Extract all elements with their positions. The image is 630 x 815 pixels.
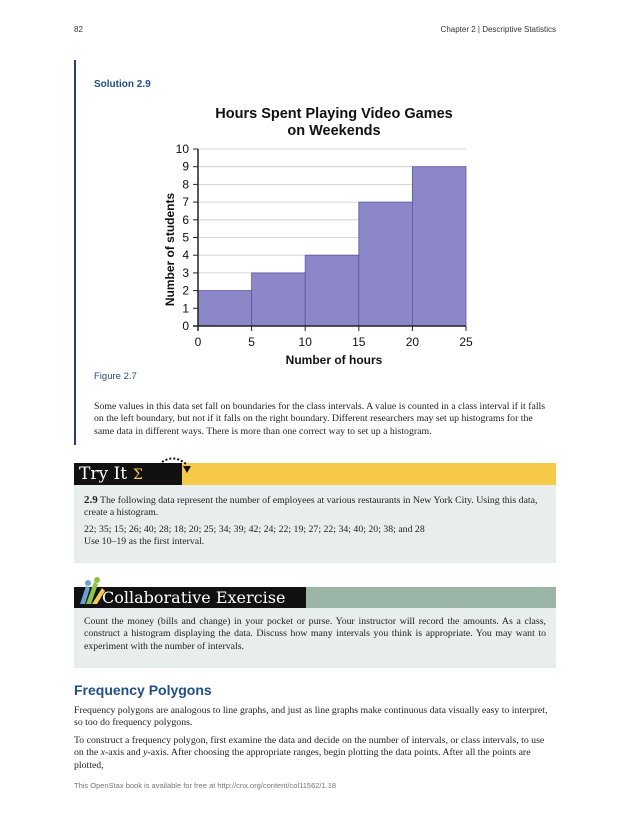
y-tick-label: 10 [175, 142, 189, 156]
sigma-icon: Σ [133, 467, 143, 483]
histogram-bar [412, 167, 466, 326]
x-tick-label: 10 [298, 335, 312, 349]
paragraph-2 [74, 735, 556, 772]
x-tick-label: 15 [352, 335, 366, 349]
dotted-arrow-icon [160, 456, 196, 478]
y-tick-label: 2 [182, 283, 189, 298]
histogram-bar [252, 273, 306, 326]
y-tick-label: 0 [182, 319, 189, 333]
page-number: 82 [74, 25, 83, 34]
hands-icon [76, 574, 106, 606]
x-tick-label: 0 [194, 335, 202, 349]
y-var: y [143, 747, 148, 759]
chart-title-line: Hours Spent Playing Video Games [215, 106, 453, 122]
x-var: x [100, 747, 106, 759]
chart-title-line: on Weekends [287, 123, 381, 139]
try-it-question [84, 494, 544, 520]
histogram-bar [359, 202, 413, 326]
question-text: The following data represent the number of employees at various restaurants in New York City. Using this data, create a histogram. [84, 495, 538, 519]
x-axis-label: Number of hours [285, 353, 383, 367]
instruction: Use 10–19 as the first interval. [84, 536, 205, 548]
x-tick-label: 20 [405, 335, 420, 349]
chapter-title: Chapter 2 | Descriptive Statistics [440, 25, 556, 34]
figure-label: Figure 2.7 [94, 371, 137, 382]
histogram-bar [198, 291, 252, 326]
footer-note: This OpenStax book is available for free at http://cnx.org/content/col11562/1.18 [74, 781, 337, 790]
p2-part-a: To construct a frequency polygon, first examine the data and decide on the number of intervals, or class intervals, to use on the [74, 735, 545, 759]
y-tick-label: 7 [182, 195, 189, 210]
section-heading: Frequency Polygons [74, 682, 212, 698]
try-it-label-text: Try It [79, 464, 128, 484]
histogram-bar [305, 255, 359, 326]
solution-title: Solution 2.9 [94, 79, 151, 90]
y-axis-label: Number of students [163, 192, 177, 307]
p2-part-b: -axis and [105, 747, 144, 759]
y-tick-label: 8 [182, 177, 189, 192]
try-it-content [84, 494, 544, 549]
data-line: 22; 35; 15; 26; 40; 28; 18; 20; 25; 34; 39; 42; 24; 22; 19; 27; 22; 34; 40; 20; 38; and 28 [84, 523, 425, 535]
exercise-number: 2.9 [84, 494, 98, 506]
y-tick-label: 9 [182, 159, 189, 174]
histogram-chart [150, 100, 480, 370]
solution-rule [74, 60, 76, 445]
paragraph-1: Frequency polygons are analogous to line graphs, and just as line graphs make continuous data visually easy to interpret, so too do frequency polygons. [74, 705, 548, 729]
p2-part-c: -axis. After choosing the appropriate ranges, begin plotting the data points. After all the points are plotted, [74, 747, 531, 771]
y-tick-label: 5 [182, 230, 189, 245]
collaborative-label: Collaborative Exercise [74, 587, 306, 608]
y-tick-label: 3 [182, 265, 189, 280]
y-tick-label: 1 [182, 301, 189, 316]
collaborative-text: Count the money (bills and change) in your pocket or purse. Your instructor will record the amounts. As a class, construct a histogram displaying the data. Discuss how many intervals you think is appropriate. You may want to experiment with the number of intervals. [84, 616, 546, 652]
y-tick-label: 4 [182, 248, 189, 263]
y-tick-label: 6 [182, 212, 189, 227]
solution-text: Some values in this data set fall on boundaries for the class intervals. A value is counted in a class interval if it falls on the left boundary, but not if it falls on the right boundary. Different researchers may set up histograms for the same data in different ways. There is more than one correct way to set up a histogram. [94, 401, 546, 437]
x-tick-label: 25 [459, 335, 473, 349]
x-tick-label: 5 [248, 335, 255, 349]
